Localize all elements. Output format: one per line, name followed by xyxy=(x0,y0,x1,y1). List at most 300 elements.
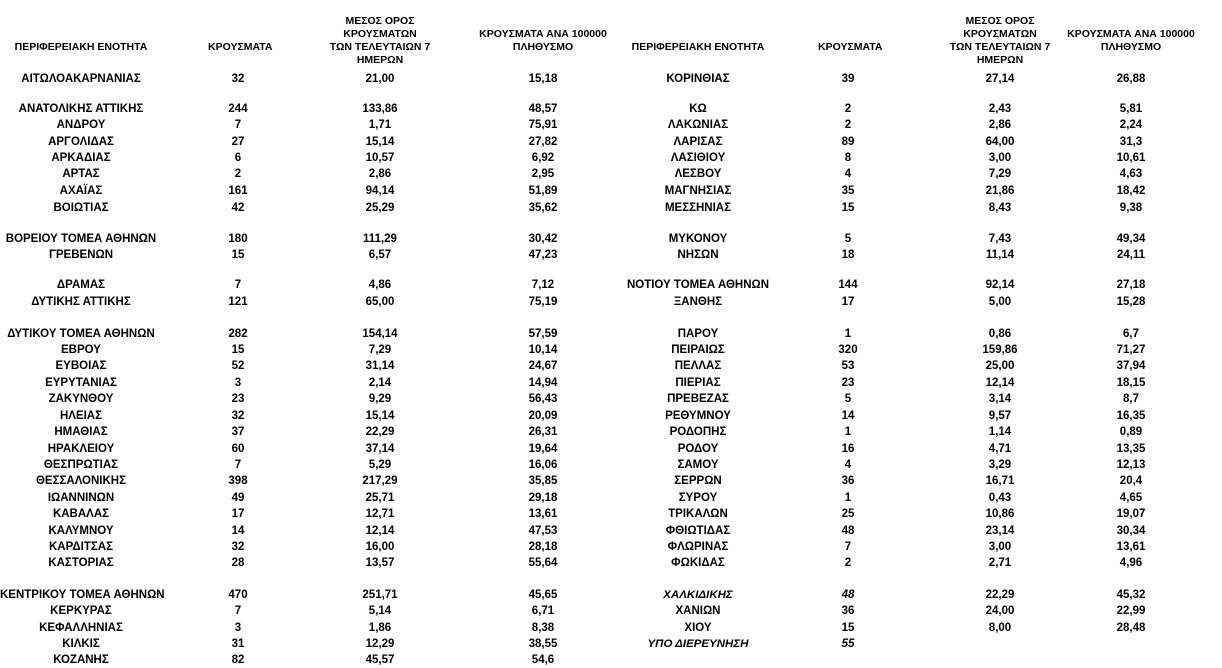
region-name: ΥΠΟ ΔΙΕΡΕΥΝΗΣΗ xyxy=(647,638,749,650)
cases-value: 7 xyxy=(234,279,242,291)
table-row xyxy=(0,652,610,668)
region-name: ΜΥΚΟΝΟΥ xyxy=(668,233,728,245)
table-row xyxy=(0,247,1222,263)
left-header-avg-line2: ΤΩΝ ΤΕΛΕΥΤΑΙΩΝ 7 xyxy=(329,41,431,53)
cases-value: 244 xyxy=(228,103,248,115)
cases-value: 42 xyxy=(231,202,245,214)
region-name: ΣΥΡΟΥ xyxy=(678,492,718,504)
avg-value: 1,71 xyxy=(368,119,392,131)
table-row xyxy=(0,441,1222,457)
table-row xyxy=(0,134,1222,150)
region-name: ΚΕΡΚΥΡΑΣ xyxy=(50,605,112,617)
region-name: ΑΡΓΟΛΙΔΑΣ xyxy=(48,136,114,148)
rate-value: 26,31 xyxy=(528,426,558,438)
cases-value: 36 xyxy=(841,605,855,617)
avg-value: 25,29 xyxy=(365,202,395,214)
cases-value: 35 xyxy=(841,185,855,197)
rate-value: 8,38 xyxy=(531,622,555,634)
region-name: ΠΕΙΡΑΙΩΣ xyxy=(671,344,725,356)
cases-value: 60 xyxy=(231,443,245,455)
cases-value: 32 xyxy=(231,410,245,422)
avg-value: 3,29 xyxy=(988,459,1012,471)
table-row xyxy=(0,603,1222,619)
table-row xyxy=(0,277,1222,293)
avg-value: 4,86 xyxy=(368,279,392,291)
rate-value: 20,4 xyxy=(1119,475,1143,487)
cases-value: 36 xyxy=(841,475,855,487)
avg-value: 0,86 xyxy=(988,328,1012,340)
rate-value: 57,59 xyxy=(528,328,558,340)
right-header-avg-line1: ΜΕΣΟΣ ΟΡΟΣ ΚΡΟΥΣΜΑΤΩΝ xyxy=(963,15,1037,40)
rate-value: 47,23 xyxy=(528,249,558,261)
region-name: ΦΩΚΙΔΑΣ xyxy=(671,557,725,569)
rate-value: 28,18 xyxy=(528,541,558,553)
region-name: ΚΩ xyxy=(689,103,707,115)
cases-value: 282 xyxy=(228,328,248,340)
cases-value: 23 xyxy=(231,393,245,405)
region-name: ΘΕΣΠΡΩΤΙΑΣ xyxy=(43,459,119,471)
avg-value: 12,71 xyxy=(365,508,395,520)
rate-value: 18,15 xyxy=(1116,377,1146,389)
table-row xyxy=(0,523,1222,539)
avg-value: 2,86 xyxy=(368,168,392,180)
rate-value: 12,13 xyxy=(1116,459,1146,471)
table-row xyxy=(0,117,1222,133)
table-row xyxy=(0,150,1222,166)
region-name: ΛΕΣΒΟΥ xyxy=(674,168,722,180)
cases-value: 48 xyxy=(841,589,855,601)
table-row xyxy=(0,166,1222,182)
rate-value: 8,7 xyxy=(1123,393,1139,405)
cases-value: 82 xyxy=(231,654,245,666)
rate-value: 15,28 xyxy=(1116,296,1146,308)
cases-value: 3 xyxy=(234,622,242,634)
region-name: ΞΑΝΘΗΣ xyxy=(673,296,723,308)
region-name: ΣΕΡΡΩΝ xyxy=(674,475,722,487)
right-header-cases: ΚΡΟΥΣΜΑΤΑ xyxy=(818,41,883,53)
table-row xyxy=(0,539,1222,555)
cases-value: 14 xyxy=(841,410,855,422)
table-row xyxy=(0,231,1222,247)
rate-value: 5,81 xyxy=(1119,103,1143,115)
cases-value: 18 xyxy=(841,249,855,261)
table-row xyxy=(0,358,1222,374)
rate-value: 15,18 xyxy=(528,73,558,85)
region-name: ΜΕΣΣΗΝΙΑΣ xyxy=(664,202,732,214)
avg-value: 251,71 xyxy=(362,589,398,601)
cases-value: 144 xyxy=(838,279,858,291)
avg-value: 15,14 xyxy=(365,410,395,422)
rate-value: 49,34 xyxy=(1116,233,1146,245)
region-name: ΧΑΝΙΩΝ xyxy=(675,605,721,617)
cases-value: 7 xyxy=(844,541,852,553)
cases-value: 5 xyxy=(844,393,852,405)
avg-value: 10,57 xyxy=(365,152,395,164)
region-name: ΚΑΡΔΙΤΣΑΣ xyxy=(48,541,114,553)
rate-value: 56,43 xyxy=(528,393,558,405)
right-header-rate-line2: ΠΛΗΘΥΣΜΟ xyxy=(1100,41,1162,53)
avg-value: 9,29 xyxy=(368,393,392,405)
table-row xyxy=(0,342,1222,358)
rate-value: 4,63 xyxy=(1119,168,1143,180)
rate-value: 30,42 xyxy=(528,233,558,245)
cases-value: 39 xyxy=(841,73,855,85)
region-name: ΚΟΡΙΝΘΙΑΣ xyxy=(666,73,730,85)
region-name: ΧΑΛΚΙΔΙΚΗΣ xyxy=(663,589,733,601)
left-header-rate-line2: ΠΛΗΘΥΣΜΟ xyxy=(512,41,574,53)
table-row xyxy=(0,101,1222,117)
rate-value: 16,06 xyxy=(528,459,558,471)
rate-value: 35,85 xyxy=(528,475,558,487)
avg-value: 6,57 xyxy=(368,249,392,261)
rate-value: 54,6 xyxy=(531,654,555,666)
cases-value: 53 xyxy=(841,360,855,372)
region-name: ΧΙΟΥ xyxy=(684,622,712,634)
cases-value: 7 xyxy=(234,459,242,471)
avg-value: 24,00 xyxy=(985,605,1015,617)
rate-value: 13,35 xyxy=(1116,443,1146,455)
avg-value: 1,86 xyxy=(368,622,392,634)
region-name: ΤΡΙΚΑΛΩΝ xyxy=(668,508,728,520)
region-name: ΚΑΛΥΜΝΟΥ xyxy=(48,525,114,537)
rate-value: 0,89 xyxy=(1119,426,1143,438)
table-row xyxy=(0,473,1222,489)
left-header-avg-line1: ΜΕΣΟΣ ΟΡΟΣ ΚΡΟΥΣΜΑΤΩΝ xyxy=(343,15,417,40)
avg-value: 9,57 xyxy=(988,410,1012,422)
right-header-region: ΠΕΡΙΦΕΡΕΙΑΚΗ ΕΝΟΤΗΤΑ xyxy=(631,41,765,53)
avg-value: 13,57 xyxy=(365,557,395,569)
avg-value: 64,00 xyxy=(985,136,1015,148)
rate-value: 75,91 xyxy=(528,119,558,131)
rate-value: 47,53 xyxy=(528,525,558,537)
table-row xyxy=(0,424,1222,440)
cases-value: 398 xyxy=(228,475,248,487)
cases-value: 1 xyxy=(844,328,852,340)
table-row xyxy=(0,326,1222,342)
cases-value: 32 xyxy=(231,541,245,553)
table-row xyxy=(0,457,1222,473)
rate-value: 27,82 xyxy=(528,136,558,148)
region-name: ΛΑΣΙΘΙΟΥ xyxy=(670,152,726,164)
table-row xyxy=(0,391,1222,407)
rate-value: 10,61 xyxy=(1116,152,1146,164)
region-name: ΣΑΜΟΥ xyxy=(677,459,719,471)
cases-value: 7 xyxy=(234,605,242,617)
region-name: ΕΒΡΟΥ xyxy=(61,344,101,356)
avg-value: 7,29 xyxy=(368,344,392,356)
region-name: ΚΟΖΑΝΗΣ xyxy=(53,654,109,666)
cases-value: 14 xyxy=(231,525,245,537)
avg-value: 3,00 xyxy=(988,152,1012,164)
region-name: ΕΥΒΟΙΑΣ xyxy=(55,360,107,372)
cases-value: 1 xyxy=(844,426,852,438)
avg-value: 2,86 xyxy=(988,119,1012,131)
cases-value: 6 xyxy=(234,152,242,164)
cases-value: 4 xyxy=(844,459,852,471)
table-row xyxy=(0,620,1222,636)
right-header-rate xyxy=(1066,28,1196,54)
avg-value: 10,86 xyxy=(985,508,1015,520)
table-row xyxy=(0,555,1222,571)
cases-value: 470 xyxy=(228,589,248,601)
table-row xyxy=(0,200,1222,216)
cases-value: 2 xyxy=(234,168,242,180)
region-name: ΚΕΝΤΡΙΚΟΥ ΤΟΜΕΑ ΑΘΗΝΩΝ xyxy=(0,589,165,601)
cases-value: 27 xyxy=(231,136,245,148)
avg-value: 37,14 xyxy=(365,443,395,455)
avg-value: 7,29 xyxy=(988,168,1012,180)
left-header-rate xyxy=(478,28,608,54)
rate-value: 10,14 xyxy=(528,344,558,356)
region-name: ΖΑΚΥΝΘΟΥ xyxy=(48,393,114,405)
rate-value: 4,96 xyxy=(1119,557,1143,569)
cases-value: 32 xyxy=(231,73,245,85)
cases-value: 17 xyxy=(231,508,245,520)
table-row xyxy=(0,71,1222,87)
rate-value: 45,32 xyxy=(1116,589,1146,601)
rate-value: 48,57 xyxy=(528,103,558,115)
avg-value: 2,14 xyxy=(368,377,392,389)
avg-value: 133,86 xyxy=(362,103,398,115)
region-name: ΗΛΕΙΑΣ xyxy=(59,410,103,422)
rate-value: 51,89 xyxy=(528,185,558,197)
left-header-cases: ΚΡΟΥΣΜΑΤΑ xyxy=(208,41,273,53)
region-name: ΠΑΡΟΥ xyxy=(677,328,719,340)
rate-value: 35,62 xyxy=(528,202,558,214)
region-name: ΑΡΤΑΣ xyxy=(62,168,100,180)
avg-value: 2,71 xyxy=(988,557,1012,569)
avg-value: 8,00 xyxy=(988,622,1012,634)
avg-value: 25,71 xyxy=(365,492,395,504)
avg-value: 15,14 xyxy=(365,136,395,148)
left-header-avg xyxy=(320,15,440,67)
avg-value: 31,14 xyxy=(365,360,395,372)
cases-value: 15 xyxy=(231,344,245,356)
cases-value: 8 xyxy=(844,152,852,164)
region-name: ΝΗΣΩΝ xyxy=(677,249,719,261)
rate-value: 27,18 xyxy=(1116,279,1146,291)
table-row xyxy=(0,375,1222,391)
cases-value: 121 xyxy=(228,296,248,308)
cases-value: 320 xyxy=(838,344,858,356)
cases-value: 1 xyxy=(844,492,852,504)
cases-value: 2 xyxy=(844,103,852,115)
avg-value: 21,86 xyxy=(985,185,1015,197)
region-name: ΒΟΡΕΙΟΥ ΤΟΜΕΑ ΑΘΗΝΩΝ xyxy=(5,233,157,245)
cases-value: 48 xyxy=(841,525,855,537)
region-name: ΔΡΑΜΑΣ xyxy=(56,279,106,291)
rate-value: 4,65 xyxy=(1119,492,1143,504)
rate-value: 14,94 xyxy=(528,377,558,389)
cases-value: 37 xyxy=(231,426,245,438)
region-name: ΕΥΡΥΤΑΝΙΑΣ xyxy=(45,377,117,389)
region-name: ΡΟΔΟΥ xyxy=(677,443,719,455)
cases-value: 4 xyxy=(844,168,852,180)
cases-value: 52 xyxy=(231,360,245,372)
region-name: ΠΡΕΒΕΖΑΣ xyxy=(667,393,729,405)
cases-value: 2 xyxy=(844,119,852,131)
avg-value: 3,00 xyxy=(988,541,1012,553)
region-name: ΜΑΓΝΗΣΙΑΣ xyxy=(664,185,732,197)
rate-value: 13,61 xyxy=(528,508,558,520)
rate-value: 24,11 xyxy=(1116,249,1146,261)
cases-value: 49 xyxy=(231,492,245,504)
region-name: ΘΕΣΣΑΛΟΝΙΚΗΣ xyxy=(35,475,127,487)
right-header-avg-line3: ΗΜΕΡΩΝ xyxy=(976,54,1024,66)
cases-value: 161 xyxy=(228,185,248,197)
avg-value: 1,14 xyxy=(988,426,1012,438)
cases-value: 7 xyxy=(234,119,242,131)
avg-value: 22,29 xyxy=(365,426,395,438)
table-row xyxy=(0,294,1222,310)
region-name: ΑΧΑΪΑΣ xyxy=(59,185,103,197)
avg-value: 159,86 xyxy=(982,344,1018,356)
region-name: ΠΙΕΡΙΑΣ xyxy=(675,377,721,389)
avg-value: 12,14 xyxy=(365,525,395,537)
left-header-avg-line3: ΗΜΕΡΩΝ xyxy=(356,54,404,66)
region-name: ΠΕΛΛΑΣ xyxy=(674,360,722,372)
region-name: ΔΥΤΙΚΗΣ ΑΤΤΙΚΗΣ xyxy=(31,296,131,308)
right-header-avg-line2: ΤΩΝ ΤΕΛΕΥΤΑΙΩΝ 7 xyxy=(949,41,1051,53)
avg-value: 12,29 xyxy=(365,638,395,650)
rate-value: 7,12 xyxy=(531,279,555,291)
avg-value: 111,29 xyxy=(363,233,397,245)
right-header-avg xyxy=(940,15,1060,67)
avg-value: 25,00 xyxy=(985,360,1015,372)
avg-value: 154,14 xyxy=(362,328,398,340)
region-name: ΒΟΙΩΤΙΑΣ xyxy=(53,202,109,214)
rate-value: 16,35 xyxy=(1116,410,1146,422)
rate-value: 45,65 xyxy=(528,589,558,601)
left-header-rate-line1: ΚΡΟΥΣΜΑΤΑ ΑΝΑ 100000 xyxy=(479,28,607,40)
rate-value: 2,24 xyxy=(1119,119,1143,131)
rate-value: 75,19 xyxy=(528,296,558,308)
cases-value: 15 xyxy=(841,202,855,214)
region-name: ΦΘΙΩΤΙΔΑΣ xyxy=(665,525,731,537)
region-name: ΑΡΚΑΔΙΑΣ xyxy=(51,152,111,164)
avg-value: 22,29 xyxy=(985,589,1015,601)
avg-value: 0,43 xyxy=(988,492,1012,504)
region-name: ΚΙΛΚΙΣ xyxy=(62,638,100,650)
region-name: ΚΕΦΑΛΛΗΝΙΑΣ xyxy=(39,622,123,634)
cases-value: 15 xyxy=(841,622,855,634)
avg-value: 3,14 xyxy=(988,393,1012,405)
cases-value: 55 xyxy=(841,638,855,650)
region-name: ΡΟΔΟΠΗΣ xyxy=(669,426,727,438)
avg-value: 92,14 xyxy=(985,279,1015,291)
cases-value: 23 xyxy=(841,377,855,389)
right-header-rate-line1: ΚΡΟΥΣΜΑΤΑ ΑΝΑ 100000 xyxy=(1067,28,1195,40)
region-name: ΛΑΡΙΣΑΣ xyxy=(673,136,723,148)
cases-value: 15 xyxy=(231,249,245,261)
region-name: ΝΟΤΙΟΥ ΤΟΜΕΑ ΑΘΗΝΩΝ xyxy=(626,279,770,291)
table-row xyxy=(0,408,1222,424)
region-name: ΔΥΤΙΚΟΥ ΤΟΜΕΑ ΑΘΗΝΩΝ xyxy=(7,328,155,340)
avg-value: 5,29 xyxy=(368,459,392,471)
avg-value: 65,00 xyxy=(365,296,395,308)
avg-value: 2,43 xyxy=(988,103,1012,115)
rate-value: 29,18 xyxy=(528,492,558,504)
region-name: ΓΡΕΒΕΝΩΝ xyxy=(48,249,114,261)
table-row xyxy=(0,183,1222,199)
rate-value: 31,3 xyxy=(1119,136,1143,148)
rate-value: 6,92 xyxy=(531,152,555,164)
region-name: ΙΩΑΝΝΙΝΩΝ xyxy=(47,492,115,504)
cases-value: 5 xyxy=(844,233,852,245)
cases-value: 16 xyxy=(841,443,855,455)
rate-value: 13,61 xyxy=(1116,541,1146,553)
avg-value: 12,14 xyxy=(985,377,1015,389)
region-name: ΛΑΚΩΝΙΑΣ xyxy=(667,119,729,131)
region-name: ΗΜΑΘΙΑΣ xyxy=(54,426,108,438)
rate-value: 24,67 xyxy=(528,360,558,372)
rate-value: 37,94 xyxy=(1116,360,1146,372)
region-name: ΚΑΣΤΟΡΙΑΣ xyxy=(48,557,114,569)
cases-value: 89 xyxy=(841,136,855,148)
rate-value: 19,07 xyxy=(1116,508,1146,520)
table-row xyxy=(0,636,1222,652)
avg-value: 5,14 xyxy=(368,605,392,617)
region-name: ΑΙΤΩΛΟΑΚΑΡΝΑΝΙΑΣ xyxy=(21,73,141,85)
avg-value: 217,29 xyxy=(362,475,398,487)
region-name: ΑΝΔΡΟΥ xyxy=(56,119,106,131)
avg-value: 45,57 xyxy=(365,654,395,666)
rate-value: 2,95 xyxy=(531,168,555,180)
rate-value: 38,55 xyxy=(528,638,558,650)
rate-value: 6,7 xyxy=(1123,328,1139,340)
left-header-region: ΠΕΡΙΦΕΡΕΙΑΚΗ ΕΝΟΤΗΤΑ xyxy=(14,41,148,53)
avg-value: 8,43 xyxy=(988,202,1012,214)
avg-value: 27,14 xyxy=(985,73,1015,85)
cases-value: 2 xyxy=(844,557,852,569)
cases-value: 17 xyxy=(841,296,855,308)
region-name: ΚΑΒΑΛΑΣ xyxy=(52,508,110,520)
cases-value: 25 xyxy=(841,508,855,520)
avg-value: 21,00 xyxy=(365,73,395,85)
rate-value: 71,27 xyxy=(1116,344,1146,356)
rate-value: 30,34 xyxy=(1116,525,1146,537)
avg-value: 23,14 xyxy=(985,525,1015,537)
cases-value: 3 xyxy=(234,377,242,389)
cases-value: 31 xyxy=(231,638,245,650)
avg-value: 16,00 xyxy=(365,541,395,553)
region-name: ΡΕΘΥΜΝΟΥ xyxy=(665,410,731,422)
cases-value: 180 xyxy=(228,233,248,245)
region-name: ΑΝΑΤΟΛΙΚΗΣ ΑΤΤΙΚΗΣ xyxy=(18,103,144,115)
rate-value: 6,71 xyxy=(531,605,555,617)
cases-value: 28 xyxy=(231,557,245,569)
rate-value: 26,88 xyxy=(1116,73,1146,85)
region-name: ΦΛΩΡΙΝΑΣ xyxy=(667,541,729,553)
table-row xyxy=(0,490,1222,506)
rate-value: 22,99 xyxy=(1116,605,1146,617)
rate-value: 55,64 xyxy=(528,557,558,569)
table-row xyxy=(0,506,1222,522)
avg-value: 4,71 xyxy=(988,443,1012,455)
avg-value: 11,14 xyxy=(985,249,1015,261)
avg-value: 94,14 xyxy=(365,185,395,197)
rate-value: 20,09 xyxy=(528,410,558,422)
table-row xyxy=(0,587,1222,603)
rate-value: 9,38 xyxy=(1119,202,1143,214)
rate-value: 18,42 xyxy=(1116,185,1146,197)
region-name: ΗΡΑΚΛΕΙΟΥ xyxy=(47,443,115,455)
avg-value: 7,43 xyxy=(988,233,1012,245)
rate-value: 19,64 xyxy=(528,443,558,455)
avg-value: 5,00 xyxy=(988,296,1012,308)
rate-value: 28,48 xyxy=(1116,622,1146,634)
avg-value: 16,71 xyxy=(985,475,1015,487)
